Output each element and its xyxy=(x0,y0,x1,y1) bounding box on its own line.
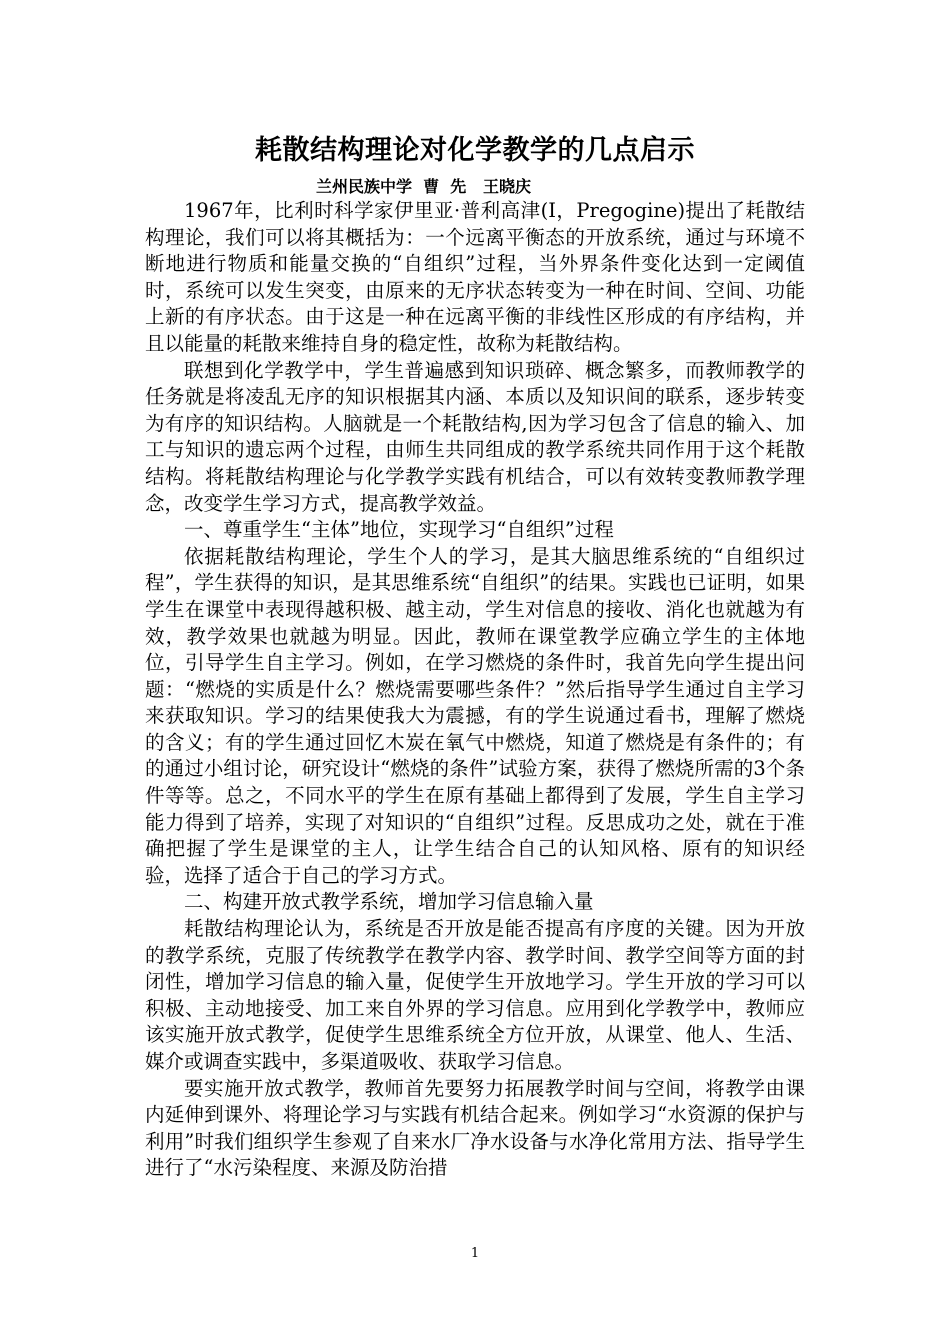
paragraph-section-2a: 耗散结构理论认为，系统是否开放是能否提高有序度的关键。因为开放的教学系统，克服了传统教学在教学内容、教学时间、教学空间等方面的封闭性，增加学习信息的输入量，促使学生开放地学习。学生开放的学习可以积极、主动地接受、加工来自外界的学习信息。应用到化学教学中，教师应该实施开放式教学，促使学生思维系统全方位开放，从课堂、他人、生活、媒介或调查实践中，多渠道吸收、获取学习信息。 xyxy=(145,917,805,1073)
page-number: 1 xyxy=(470,1246,480,1261)
section-heading-1: 一、尊重学生“主体”地位，实现学习“自组织”过程 xyxy=(184,518,614,542)
paragraph-context: 联想到化学教学中，学生普遍感到知识琐碎、概念繁多，而教师教学的任务就是将凌乱无序的知识根据其内涵、本质以及知识间的联系，逐步转变为有序的知识结构。人脑就是一个耗散结构,因为学习包含了信息的输入、加工与知识的遗忘两个过程，由师生共同组成的教学系统共同作用于这个耗散结构。将耗散结构理论与化学教学实践有机结合，可以有效转变教师教学理念，改变学生学习方式，提高教学效益。 xyxy=(145,358,805,515)
paragraph-section-2b: 要实施开放式教学，教师首先要努力拓展教学时间与空间，将教学由课内延伸到课外、将理论学习与实践有机结合起来。例如学习“水资源的保护与利用”时我们组织学生参观了自来水厂净水设备与水净化常用方法、指导学生进行了“水污染程度、来源及防治措 xyxy=(145,1076,805,1180)
document-title: 耗散结构理论对化学教学的几点启示 xyxy=(255,135,695,166)
paragraph-section-1: 依据耗散结构理论，学生个人的学习，是其大脑思维系统的“自组织过程”，学生获得的知识，是其思维系统“自组织”的结果。实践也已证明，如果学生在课堂中表现得越积极、越主动，学生对信息的接收、消化也就越为有效，教学效果也就越为明显。因此，教师在课堂教学应确立学生的主体地位，引导学生自主学习。例如，在学习燃烧的条件时，我首先向学生提出问题：“燃烧的实质是什么？燃烧需要哪些条件？”然后指导学生通过自主学习来获取知识。学习的结果使我大为震撼，有的学生说通过看书，理解了燃烧的含义；有的学生通过回忆木炭在氧气中燃烧，知道了燃烧是有条件的；有的通过小组讨论，研究设计“燃烧的条件”试验方案，获得了燃烧所需的3个条件等等。总之，不同水平的学生在原有基础上都得到了发展，学生自主学习能力得到了培养，实现了对知识的“自组织”过程。反思成功之处，就在于准确把握了学生是课堂的主人，让学生结合自己的认知风格、原有的知识经验，选择了适合于自己的学习方式。 xyxy=(145,544,805,887)
section-heading-2: 二、构建开放式教学系统，增加学习信息输入量 xyxy=(184,890,594,914)
paragraph-intro: 1967年，比利时科学家伊里亚·普利高津(I，Pregogine)提出了耗散结构理论，我们可以将其概括为：一个远离平衡态的开放系统，通过与环境不断地进行物质和能量交换的“自组织”过程，当外界条件变化达到一定阈值时，系统可以发生突变，由原来的无序状态转变为一种在时间、空间、功能上新的有序状态。由于这是一种在远离平衡的非线性区形成的有序结构，并且以能量的耗散来维持自身的稳定性，故称为耗散结构。 xyxy=(145,199,805,355)
document-body xyxy=(145,198,805,1182)
author-line: 兰州民族中学 曹 先 王晓庆 xyxy=(316,177,531,196)
